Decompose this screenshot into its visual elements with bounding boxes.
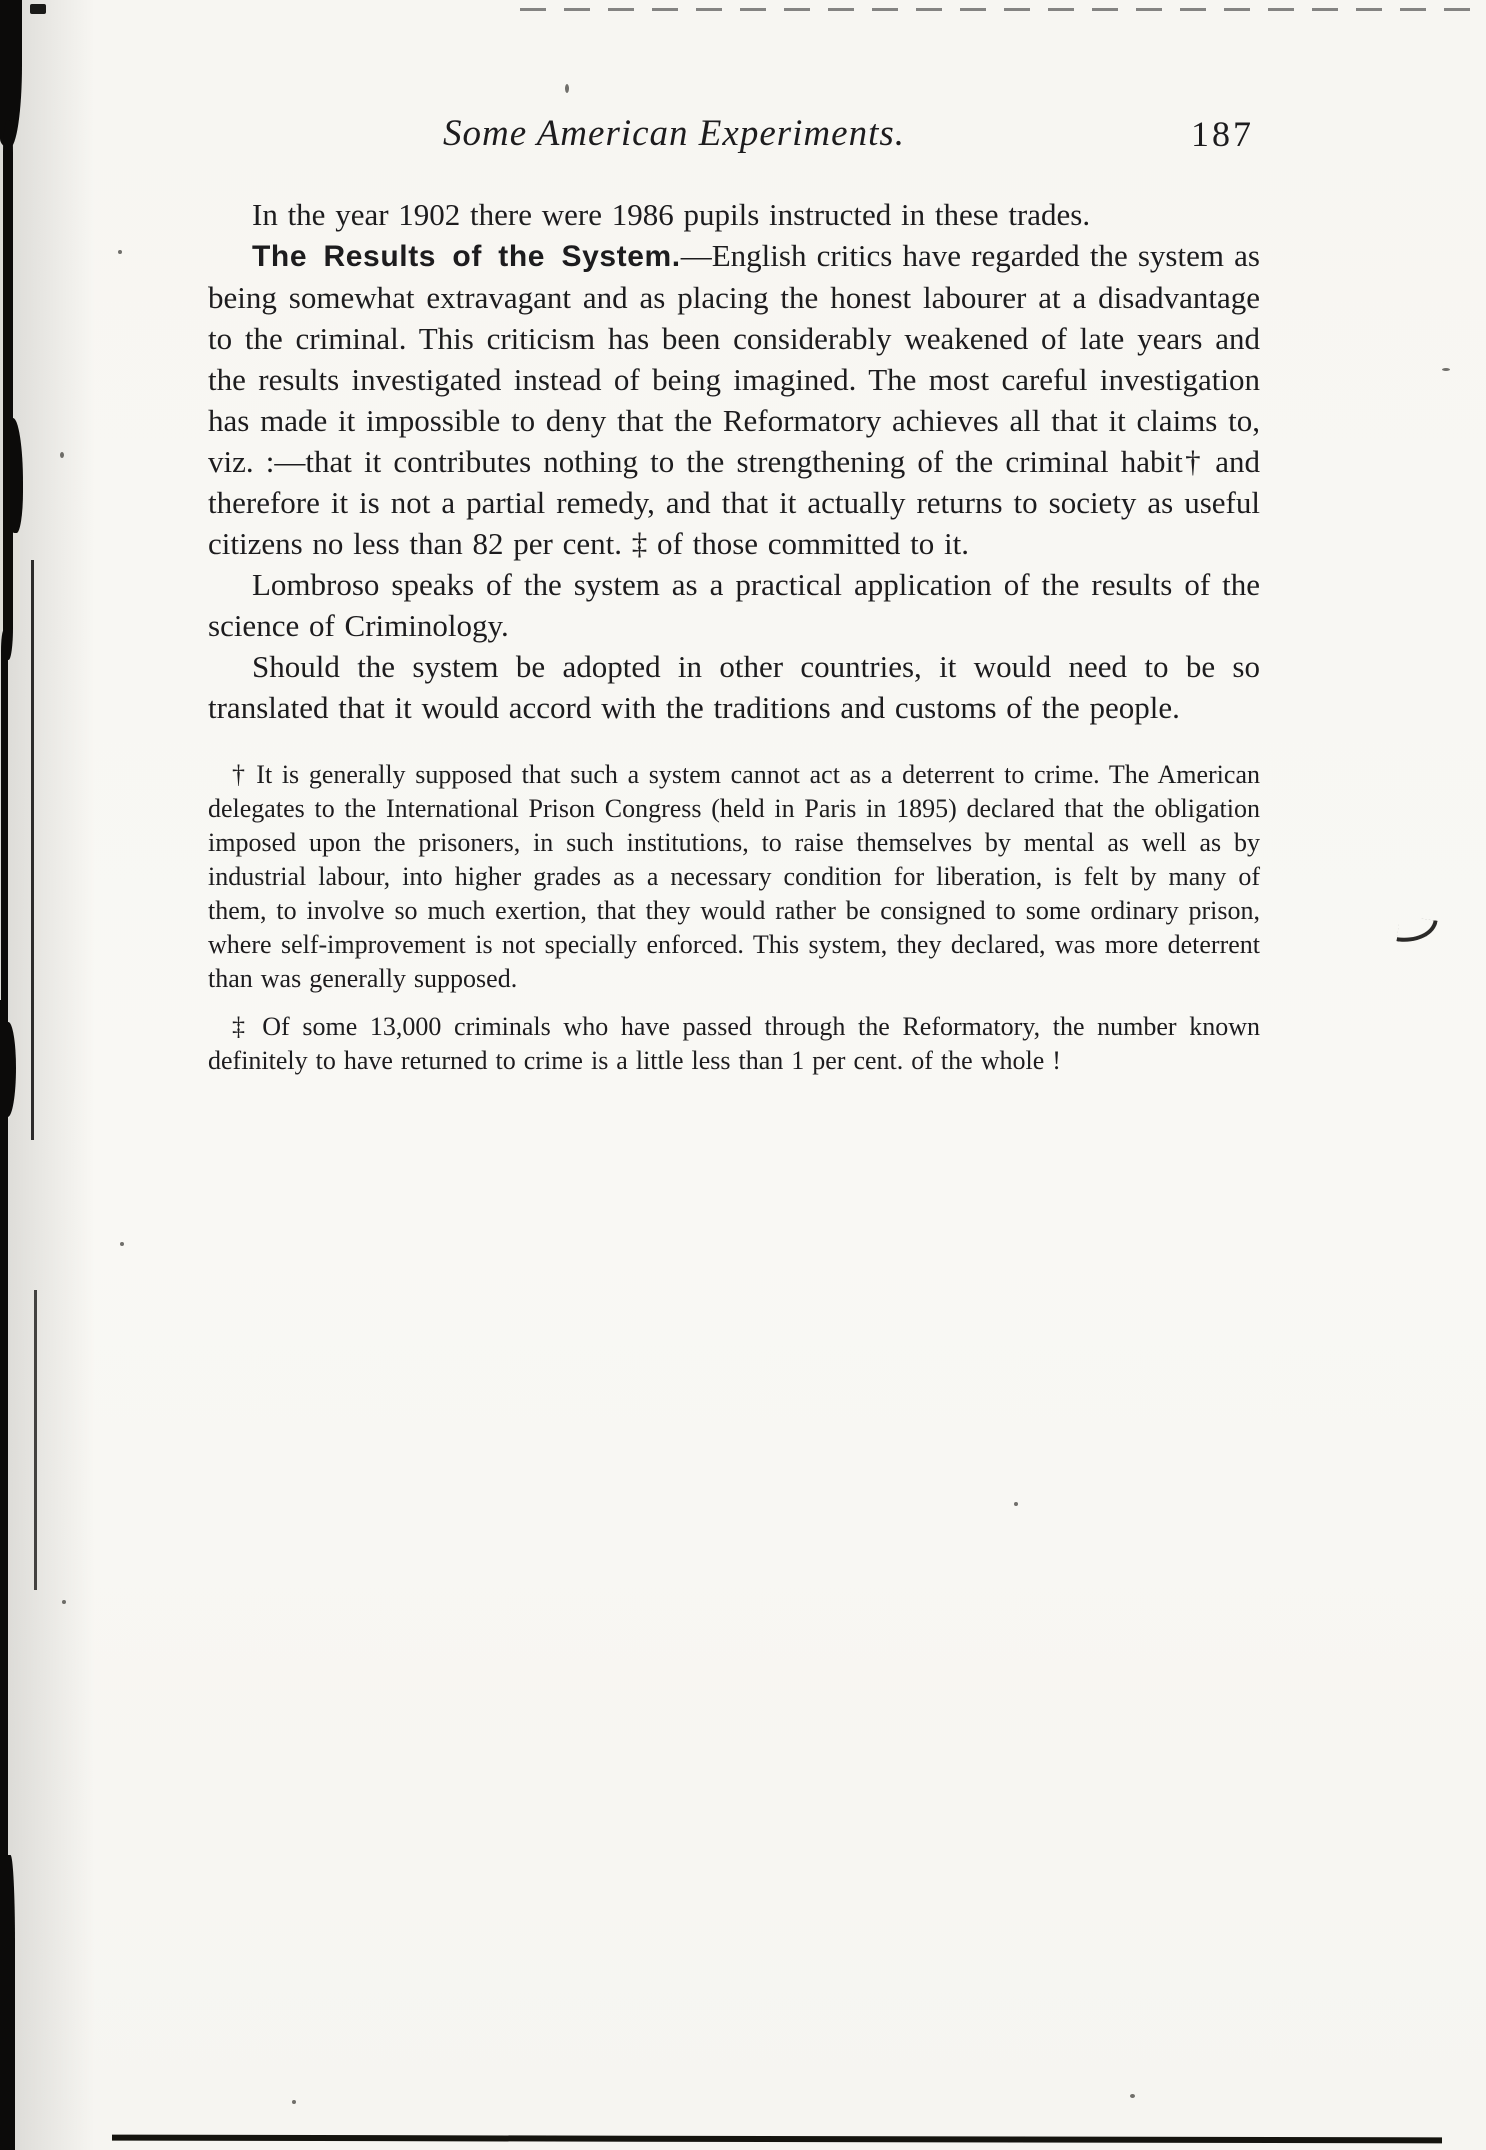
scan-edge-artifact <box>1 630 8 1050</box>
footnote-double-dagger: ‡ Of some 13,000 criminals who have passed through the Reformatory, the number known definitely to have returned to crime is a little less than 1 per cent. of the whole ! <box>208 1012 1260 1075</box>
paragraph-results-text: —English critics have regarded the system as being somewhat extravagant and as placing the honest labourer at a disadvantage to the criminal. This criticism has been considerably weakened of late years and the results investigated instead of being imagined. The most careful investigation has made it impossible to deny that the Reformatory achieves all that it claims to, viz. :—that it contributes nothing to the strengthening of the criminal habit† and therefore it is not a partial remedy, and that it actually returns to society as useful citizens no less than 82 per cent. ‡ of those committed to it. <box>208 238 1260 561</box>
scan-speck <box>62 1600 66 1604</box>
paragraph-lead-results-of-the-system: The Results of the System. <box>252 240 681 273</box>
scan-speck <box>120 1242 124 1246</box>
scan-bottom-rule <box>112 2135 1442 2144</box>
scan-speck <box>292 2100 296 2104</box>
footnote-dagger: † It is generally supposed that such a system cannot act as a deterrent to crime. The American delegates to the International Prison Congress (held in Paris in 1895) declared that the obligation imposed upon the prisoners, in such institutions, to raise themselves by mental as well as by industrial labour, into higher grades as a necessary condition for liberation, is felt by many of them, to involve so much exertion, that they would rather be consigned to some ordinary prison, where self-improvement is not specially enforced. This system, they declared, was more deterrent than was generally supposed. <box>208 760 1260 993</box>
scan-edge-artifact <box>0 1000 8 2150</box>
footnotes-section <box>208 758 1260 1078</box>
page-header <box>208 112 1260 168</box>
scan-edge-artifact <box>0 1855 15 2150</box>
scan-speck <box>1014 1502 1018 1506</box>
scan-edge-artifact <box>0 0 22 148</box>
scan-speck <box>565 84 569 93</box>
scan-line-artifact <box>34 1290 37 1590</box>
scan-dashed-line <box>520 8 1470 11</box>
scan-edge-artifact <box>5 418 23 533</box>
scan-speck <box>60 452 64 458</box>
scan-edge-artifact <box>0 1022 16 1117</box>
scan-edge-artifact <box>3 120 13 660</box>
scan-pen-mark <box>1396 915 1437 946</box>
scan-speck <box>118 250 122 254</box>
page-content <box>208 112 1260 1092</box>
scan-speck <box>1130 2094 1135 2098</box>
scan-line-artifact <box>31 560 34 1140</box>
paragraph-results <box>208 235 1260 564</box>
scan-speck <box>1442 368 1450 371</box>
binding-shadow <box>0 0 95 2150</box>
paragraph-intro: In the year 1902 there were 1986 pupils instructed in these trades. <box>252 197 1091 232</box>
page-number: 187 <box>1191 114 1254 154</box>
paragraph-adoption: Should the system be adopted in other countries, it would need to be so translated that it would accord with the traditions and customs of the people. <box>208 649 1260 725</box>
scan-corner-mark <box>30 4 46 14</box>
running-title: Some American Experiments. <box>442 113 905 154</box>
paragraph-lombroso: Lombroso speaks of the system as a practical application of the results of the science of Criminology. <box>208 567 1260 643</box>
